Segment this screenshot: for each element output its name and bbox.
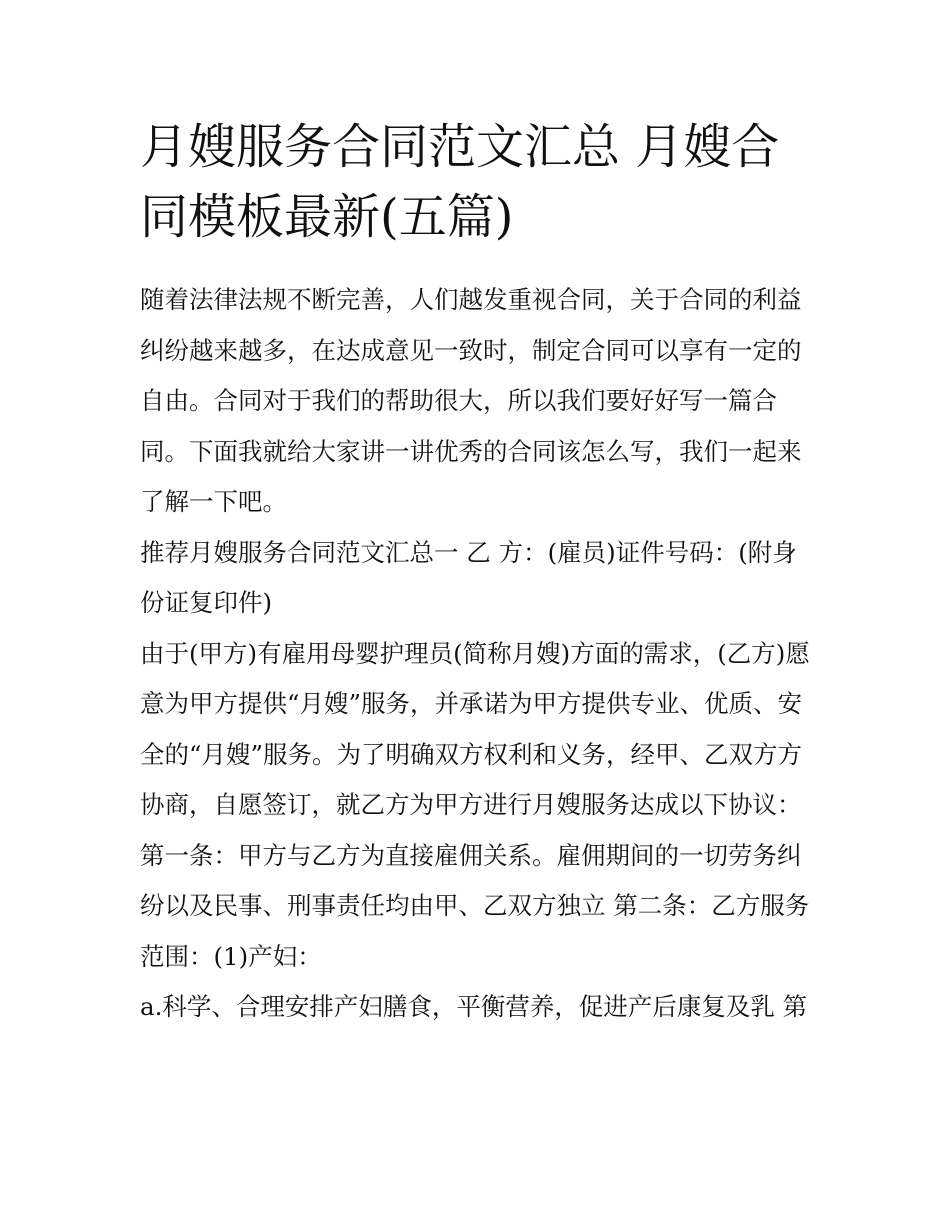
article-one-paragraph: 第一条：甲方与乙方为直接雇佣关系。雇佣期间的一切劳务纠纷以及民事、刑事责任均由甲、乙双方独立 第二条：乙方服务范围：(1)产妇：	[140, 840, 810, 971]
document-title: 月嫂服务合同范文汇总 月嫂合同模板最新(五篇)	[140, 119, 780, 245]
intro-paragraph: 随着法律法规不断完善，人们越发重视合同，关于合同的利益纠纷越来越多，在达成意见一致时，制定合同可以享有一定的自由。合同对于我们的帮助很大，所以我们要好好写一篇合同。下面我就给大家讲一讲优秀的合同该怎么写，我们一起来了解一下吧。	[140, 285, 802, 516]
agreement-preamble-paragraph: 由于(甲方)有雇用母婴护理员(简称月嫂)方面的需求，(乙方)愿意为甲方提供“月嫂”服务，并承诺为甲方提供专业、优质、安全的“月嫂”服务。为了明确双方权利和义务，经甲、乙双方方协商，自愿签订，就乙方为甲方进行月嫂服务达成以下协议：	[140, 638, 810, 819]
document-body	[140, 275, 820, 1033]
service-item-a-paragraph: a.科学、合理安排产妇膳食，平衡营养，促进产后康复及乳 第	[140, 992, 808, 1021]
recommendation-paragraph: 推荐月嫂服务合同范文汇总一 乙 方：(雇员)证件号码：(附身份证复印件)	[140, 537, 797, 617]
